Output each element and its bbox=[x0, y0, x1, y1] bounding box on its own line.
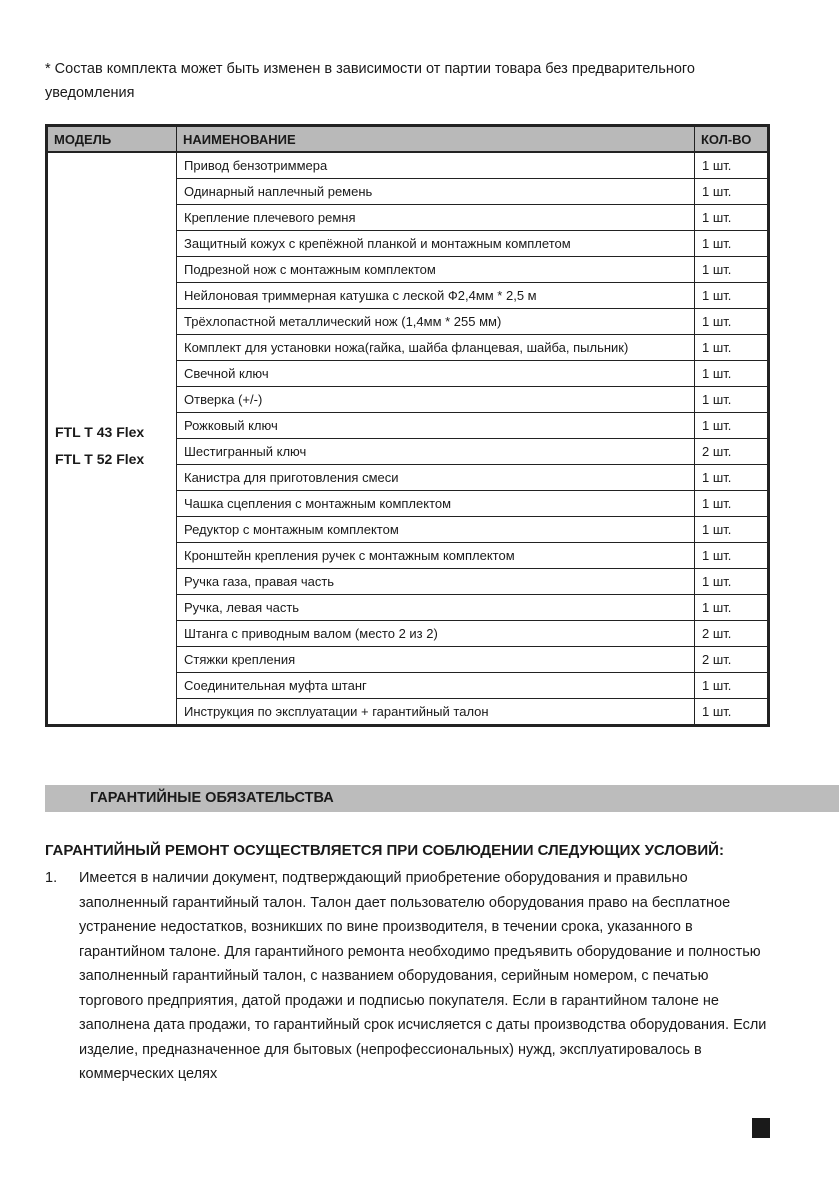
item-qty-cell: 1 шт. bbox=[695, 465, 769, 491]
item-qty-cell: 1 шт. bbox=[695, 257, 769, 283]
item-qty-cell: 1 шт. bbox=[695, 309, 769, 335]
item-name-cell: Соединительная муфта штанг bbox=[177, 673, 695, 699]
item-name-cell: Кронштейн крепления ручек с монтажным комплектом bbox=[177, 543, 695, 569]
item-qty-cell: 1 шт. bbox=[695, 231, 769, 257]
item-qty-cell: 1 шт. bbox=[695, 491, 769, 517]
item-qty-cell: 2 шт. bbox=[695, 439, 769, 465]
item-name-cell: Канистра для приготовления смеси bbox=[177, 465, 695, 491]
item-qty-cell: 1 шт. bbox=[695, 517, 769, 543]
kit-contents-table bbox=[45, 124, 770, 727]
item-name-cell: Рожковый ключ bbox=[177, 413, 695, 439]
item-name-cell: Чашка сцепления с монтажным комплектом bbox=[177, 491, 695, 517]
condition-item-1 bbox=[45, 866, 775, 1087]
item-name-cell: Редуктор с монтажным комплектом bbox=[177, 517, 695, 543]
item-qty-cell: 1 шт. bbox=[695, 543, 769, 569]
model-name: FTL T 52 Flex bbox=[55, 450, 145, 467]
item-qty-cell: 2 шт. bbox=[695, 647, 769, 673]
item-qty-cell: 1 шт. bbox=[695, 152, 769, 179]
item-name-cell: Стяжки крепления bbox=[177, 647, 695, 673]
item-name-cell: Свечной ключ bbox=[177, 361, 695, 387]
item-qty-cell: 1 шт. bbox=[695, 335, 769, 361]
item-qty-cell: 1 шт. bbox=[695, 283, 769, 309]
item-name-cell: Отверка (+/-) bbox=[177, 387, 695, 413]
header-qty: КОЛ-ВО bbox=[695, 126, 769, 153]
item-name-cell: Крепление плечевого ремня bbox=[177, 205, 695, 231]
table-header-row bbox=[47, 126, 769, 153]
item-qty-cell: 1 шт. bbox=[695, 595, 769, 621]
conditions-heading: ГАРАНТИЙНЫЙ РЕМОНТ ОСУЩЕСТВЛЯЕТСЯ ПРИ СОБЛЮДЕНИИ СЛЕДУЮЩИХ УСЛОВИЙ: bbox=[45, 842, 724, 859]
model-name: FTL T 43 Flex bbox=[55, 423, 145, 440]
section-title: ГАРАНТИЙНЫЕ ОБЯЗАТЕЛЬСТВА bbox=[90, 790, 334, 806]
item-qty-cell: 1 шт. bbox=[695, 673, 769, 699]
item-name-cell: Подрезной нож с монтажным комплектом bbox=[177, 257, 695, 283]
page-marker-square bbox=[752, 1118, 770, 1138]
item-number: 1. bbox=[45, 870, 58, 886]
item-qty-cell: 1 шт. bbox=[695, 361, 769, 387]
item-name-cell: Ручка, левая часть bbox=[177, 595, 695, 621]
header-model: МОДЕЛЬ bbox=[47, 126, 177, 153]
item-qty-cell: 1 шт. bbox=[695, 205, 769, 231]
item-name-cell: Трёхлопастной металлический нож (1,4мм * 255 мм) bbox=[177, 309, 695, 335]
item-qty-cell: 1 шт. bbox=[695, 387, 769, 413]
section-title-bar bbox=[45, 785, 839, 812]
item-name-cell: Инструкция по эксплуатации + гарантийный талон bbox=[177, 699, 695, 726]
item-text: Имеется в наличии документ, подтверждающий приобретение оборудования и правильно заполненный гарантийный талон. Талон дает пользователю оборудования право на бесплатное устранение недостатков, возникших по вине производителя, в течении срока, указанного в гарантийном талоне. Для гарантийного ремонта необходимо предъявить оборудование и полностью заполненный гарантийный талон, с названием оборудования, серийным номером, с печатью торгового предприятия, датой продажи и подписью покупателя. Если в гарантийном талоне не заполнена дата продажи, то гарантийный срок исчисляется с даты производства оборудования. Если изделие, предназначенное для бытовых (непрофессиональных) нужд, эксплуатировалось в коммерческих целях bbox=[79, 870, 767, 1082]
item-name-cell: Ручка газа, правая часть bbox=[177, 569, 695, 595]
item-qty-cell: 1 шт. bbox=[695, 413, 769, 439]
item-qty-cell: 1 шт. bbox=[695, 699, 769, 726]
item-qty-cell: 1 шт. bbox=[695, 569, 769, 595]
item-name-cell: Комплект для установки ножа(гайка, шайба фланцевая, шайба, пыльник) bbox=[177, 335, 695, 361]
header-name: НАИМЕНОВАНИЕ bbox=[177, 126, 695, 153]
item-name-cell: Нейлоновая триммерная катушка с леской Ф2,4мм * 2,5 м bbox=[177, 283, 695, 309]
item-name-cell: Штанга с приводным валом (место 2 из 2) bbox=[177, 621, 695, 647]
composition-note: * Состав комплекта может быть изменен в зависимости от партии товара без предварительного уведомления bbox=[45, 61, 695, 101]
item-name-cell: Одинарный наплечный ремень bbox=[177, 179, 695, 205]
model-cell bbox=[47, 152, 177, 726]
item-name-cell: Привод бензотриммера bbox=[177, 152, 695, 179]
item-name-cell: Защитный кожух с крепёжной планкой и монтажным комплетом bbox=[177, 231, 695, 257]
table-row bbox=[47, 152, 769, 179]
item-qty-cell: 2 шт. bbox=[695, 621, 769, 647]
item-qty-cell: 1 шт. bbox=[695, 179, 769, 205]
item-name-cell: Шестигранный ключ bbox=[177, 439, 695, 465]
